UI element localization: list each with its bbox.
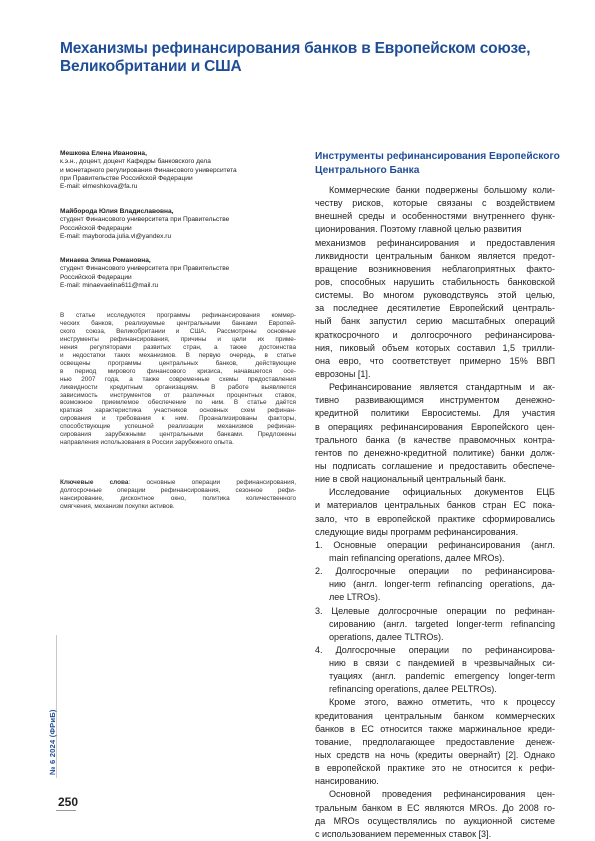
body-line: тивно развивающимся инструментом денежно- [315, 395, 555, 406]
body-line: ние в свой национальный центральный банк. [315, 474, 506, 485]
body-line: следующие виды программ рефинансирования. [315, 526, 519, 537]
author-affiliation: студент Финансового университета при Правительстве [60, 216, 230, 224]
abstract-line: способствующие успешной реализации механизмов рефинан- [60, 423, 296, 431]
list-item: 4. Долгосрочные операции по рефинансирова- [315, 644, 555, 655]
body-line: ния, пиковый объем которых составил 1,5 трилли- [315, 342, 555, 353]
abstract-line: сирования и требования к ним. Проанализированы факторы, [60, 415, 296, 423]
abstract-line: зависимость инструментов от различных процентных ставок, [60, 391, 296, 399]
body-line: Основной проведения рефинансирования цен- [329, 789, 555, 800]
body-line: ных средств на ночь (кредиты овернайт) [2]. Однако [315, 750, 555, 761]
body-line: Рефинансирование является стандартным и ак- [329, 382, 555, 393]
author-block [60, 150, 300, 191]
keywords-line [60, 479, 296, 487]
body-line: нию в связи с пандемией в чрезвычайных си- [329, 658, 555, 669]
body-line: трального банка (в качестве правомочных контра- [315, 434, 555, 445]
abstract-line: инструменты рефинансирования, причины и цели их приме- [60, 335, 296, 343]
body-line: краткосрочного и долгосрочного рефинансирова- [315, 329, 555, 340]
author-affiliation: студент Финансового университета при Правительстве [60, 265, 230, 273]
body-line: внешней среды и особенностями внутреннего функ- [315, 211, 555, 222]
body-line: нансированию. [315, 776, 379, 787]
body-line: туациях (англ. pandemic emergency longer-term [329, 671, 555, 682]
body-line: Исследование официальных документов ЕЦБ [329, 487, 555, 498]
abstract-line: и недостатки таких механизмов. В первую очередь, в статье [60, 351, 296, 359]
body-line: банков в ЕС относится также маржинальное креди- [315, 723, 555, 734]
body-line: тование, предполагающее предоставление денеж- [315, 736, 555, 747]
section-heading [315, 150, 565, 178]
abstract-line: ческих банков, реализуемые центральными банками Европей- [60, 319, 296, 327]
list-item: 2. Долгосрочные операции по рефинансирова- [315, 566, 555, 577]
keywords-label: Ключевые слова [60, 479, 129, 486]
author-block [60, 208, 300, 241]
body-line: ны подписать соглашение и предоставить обеспече- [315, 460, 555, 471]
body-line: она евро, что соответствует примерно 15% ВВП [315, 355, 555, 366]
keywords-line: нансирование, дисконтное окно, политика количественного [60, 494, 296, 502]
page-number-rule [56, 810, 76, 811]
body-line: refinancing operations, далее PELTROs). [329, 684, 497, 695]
abstract-line: нения регуляторами развитых стран, а также достоинства [60, 343, 296, 351]
abstract-line: освещены программы центральных банков, действующие [60, 359, 296, 367]
abstract-line: в период мирового финансового кризиса, начавшегося осе- [60, 367, 296, 375]
abstract-line: краткая характеристика участников основных схем рефинан- [60, 407, 296, 415]
issue-label: № 6 2024 (ФРиБ) [48, 709, 57, 775]
author-name: Майборода Юлия Владиславовна, [60, 208, 174, 215]
list-item: 1. Основные операции рефинансирования (англ. [315, 539, 555, 550]
keywords-line: долгосрочные операции рефинансирования, сезонное рефи- [60, 486, 296, 494]
abstract-line: нью 2007 года, а также современные схемы предоставления [60, 375, 296, 383]
body-line: зало, что в европейской практике сформировались [315, 513, 555, 524]
body-line: системы. Во многом руководствуясь этой целью, [315, 290, 555, 301]
body-line: сированию (англ. targeted longer-term refinancing [329, 618, 555, 629]
body-line: нию (англ. longer-term refinancing operations, да- [329, 579, 555, 590]
body-line: operations, далее TLTROs). [329, 631, 444, 642]
author-affiliation: при Правительстве Российской Федерации [60, 174, 193, 182]
abstract-line: сирования зарубежными центральными банками. Предложены [60, 431, 296, 439]
abstract-line: ского союза, Великобритании и США. Рассмотрены основные [60, 327, 296, 335]
body-line: ный банк запустил серию масштабных операций [315, 316, 555, 327]
body-line: да MROs осуществлялись по аукционной системе [315, 815, 555, 826]
body-line: в европейской практике это не относится к рефи- [315, 763, 555, 774]
author-affiliation: и монетарного регулирования Финансового университета [60, 166, 237, 174]
body-text [315, 184, 555, 841]
abstract-line: направления использования в России зарубежного опыта. [60, 439, 234, 447]
abstract-line: ликвидности кредитным организациям. В работе выявляется [60, 383, 296, 391]
author-block [60, 257, 300, 290]
keywords-text: : основные операции рефинансирования, [128, 479, 296, 486]
abstract [60, 312, 296, 447]
body-line: Коммерческие банки подвержены большому коли- [329, 185, 555, 195]
title-line: Великобритании и США [60, 58, 242, 75]
body-line: с использованием переменных ставок [3]. [315, 828, 492, 839]
body-line: ционирования. Поэтому главной целью развития [315, 224, 522, 235]
body-line: ликвидности центральным банком является предот- [315, 250, 555, 261]
author-affiliation: Российской Федерации [60, 224, 132, 232]
body-line: еврозоны [1]. [315, 368, 371, 379]
body-line: Кроме этого, важно отметить, что к процессу [329, 697, 555, 708]
abstract-line: В статье исследуются программы рефинансирования коммер- [60, 312, 296, 319]
body-line: ров, способных нарушить стабильность банковской [315, 276, 555, 287]
author-affiliation: Российской Федерации [60, 273, 132, 281]
author-email[interactable]: E-mail: minaevaelina611@mail.ru [60, 281, 159, 289]
body-line: лее LTROs). [329, 592, 381, 603]
title-line: Механизмы рефинансирования банков в Европейском союзе, [60, 40, 531, 57]
body-line: кредитования центральным банком коммерческих [315, 710, 555, 721]
author-name: Минаева Элина Романовна, [60, 257, 151, 264]
body-line: тральным банком в ЕС являются MROs. До 2008 го- [315, 802, 555, 813]
author-email[interactable]: E-mail: mayboroda.julia.vl@yandex.ru [60, 232, 172, 240]
list-item: 3. Целевые долгосрочные операции по рефинан- [315, 605, 555, 616]
article-title [60, 40, 531, 76]
author-email[interactable]: E-mail: elmeshkova@fa.ru [60, 183, 138, 191]
body-line: за последнее десятилетие Европейский централь- [315, 303, 555, 314]
section-heading-line: Центрального Банка [315, 165, 420, 176]
author-affiliation: к.э.н., доцент, доцент Кафедры банковского дела [60, 158, 211, 166]
keywords-line: смягчения, механизм покупки активов. [60, 502, 175, 510]
author-name: Мешкова Елена Ивановна, [60, 150, 147, 157]
body-line: main refinancing operations, далее MROs). [329, 552, 505, 563]
section-heading-line: Инструменты рефинансирования Европейского [315, 151, 560, 162]
body-line: вращение возникновения неблагоприятных факто- [315, 263, 555, 274]
page-number: 250 [58, 795, 79, 809]
body-line: честву рисков, которые связаны с воздействием [315, 198, 555, 209]
body-line: и материалов центральных банков стран ЕС пока- [315, 500, 555, 511]
body-line: кредитной политики Евросистемы. Для участия [315, 408, 555, 419]
body-line: механизмов рефинансирования и предоставления [315, 237, 555, 248]
keywords [60, 479, 296, 511]
body-line: гентов по денежно-кредитной политике) банки долж- [315, 447, 555, 458]
body-line: в операциях рефинансирования Европейского цен- [315, 421, 555, 432]
abstract-line: возможное приемлемое обеспечение по ним. В статье даётся [60, 399, 296, 407]
